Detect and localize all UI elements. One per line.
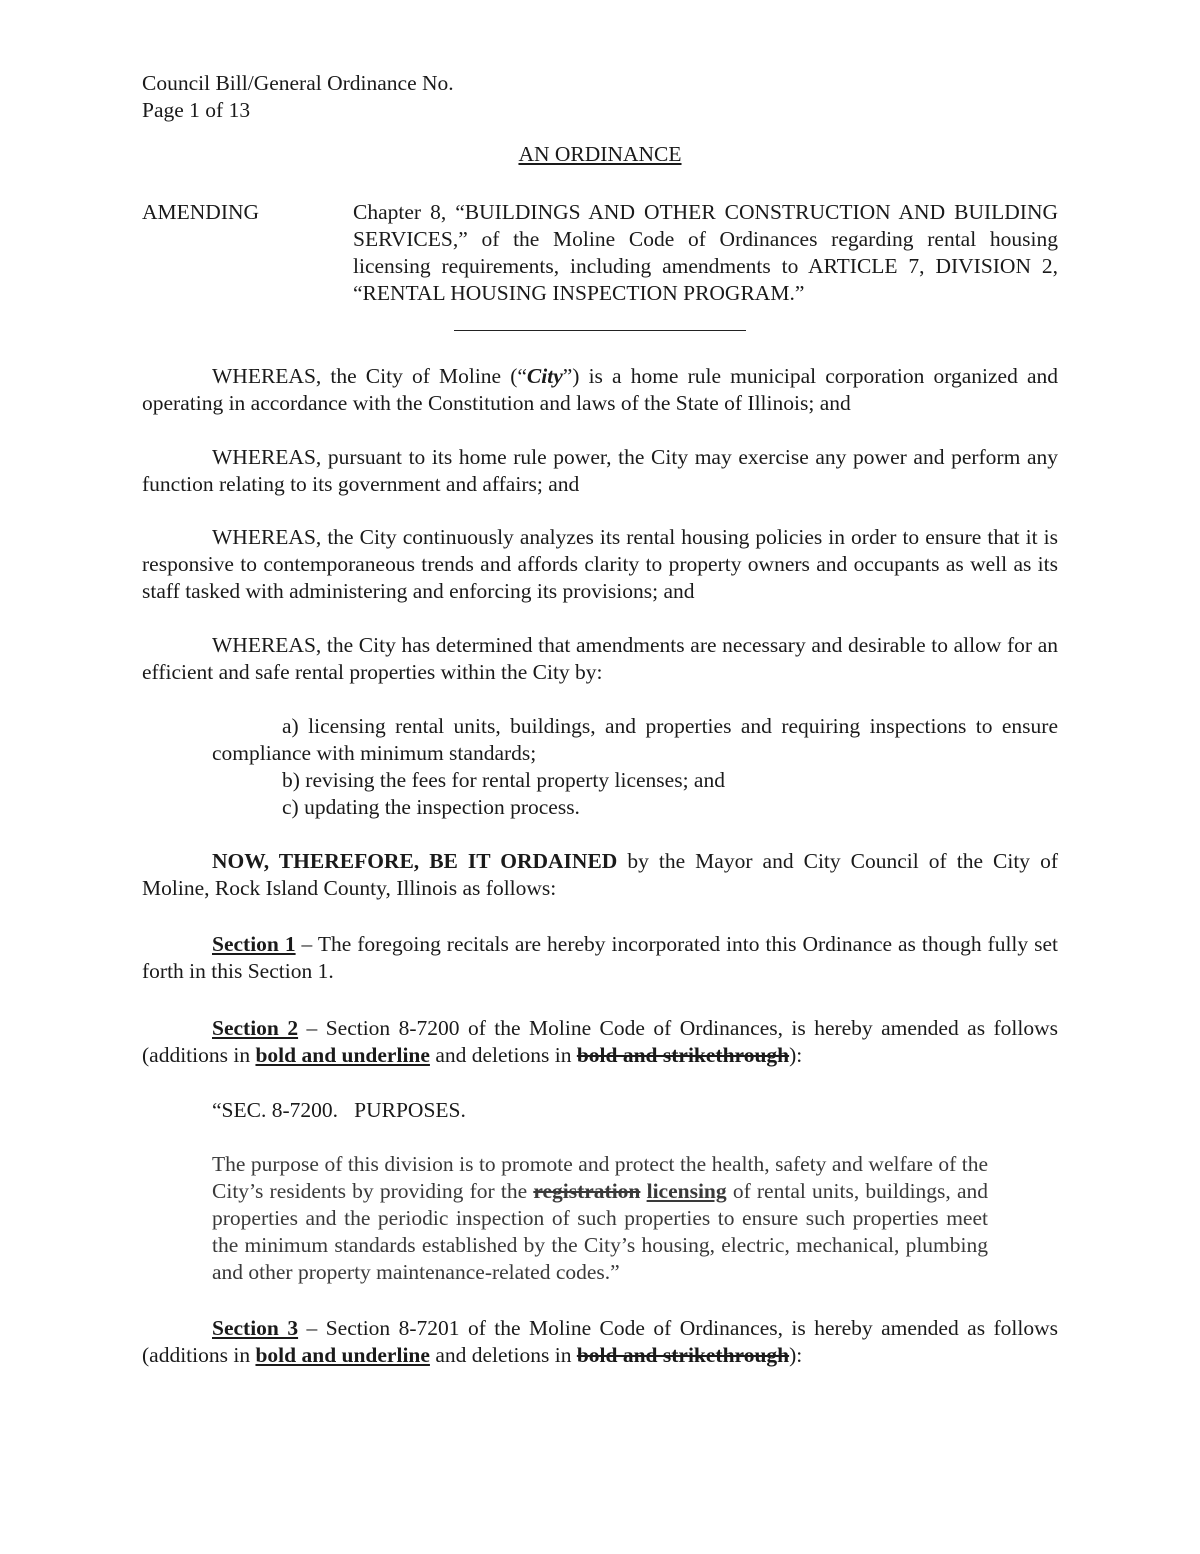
section-3-additions: bold and underline [255,1343,430,1367]
section-3-end: ): [789,1343,803,1367]
whereas-1-pre: WHEREAS, the City of Moline (“ [212,364,527,388]
section-2-end: ): [789,1043,803,1067]
section-3 [142,1315,1058,1369]
ordained-rest: by the Mayor and City Council of the City of Moline, Rock Island County, Illinois as follows: [142,849,1058,900]
document-title: AN ORDINANCE [518,142,682,166]
purpose-post: of rental units, buildings, and properties and the periodic inspection of such properties to ensure such properties meet the minimum standards established by the City’s housing, electric, mechanical, plumbing and other property maintenance-related codes.” [212,1179,989,1284]
section-2-additions: bold and underline [255,1043,430,1067]
section-2-label: Section 2 [212,1016,299,1040]
section-2-text: – Section 8-7200 of the Moline Code of Ordinances, is hereby amended as follows (additions in [142,1016,1058,1067]
section-2-mid: and deletions in [429,1043,577,1067]
whereas-1-city: City [526,364,563,388]
section-1-label: Section 1 [212,932,296,956]
sec-8-7200-heading: “SEC. 8-7200. PURPOSES. [212,1098,466,1122]
header-page-number: Page 1 of 13 [142,98,251,122]
amending-label: AMENDING [142,200,260,224]
header-ordinance-number: Council Bill/General Ordinance No. [142,71,454,95]
purpose-paragraph [212,1151,988,1286]
list-item-b: b) revising the fees for rental property licenses; and [282,768,725,792]
section-2-deletions: bold and strikethrough [576,1043,790,1067]
amending-text: Chapter 8, “BUILDINGS AND OTHER CONSTRUCTION AND BUILDING SERVICES,” of the Moline Code of Ordinances regarding rental housing licensing requirements, including amendments to ARTICLE 7, DIVISION 2, “RENTAL HOUSING INSPECTION PROGRAM.” [353,200,1058,305]
section-3-deletions: bold and strikethrough [576,1343,790,1367]
purpose-added-word: licensing [646,1179,727,1203]
section-1-text: – The foregoing recitals are hereby incorporated into this Ordinance as though fully set forth in this Section 1. [142,932,1058,983]
ordained-bold: NOW, THEREFORE, BE IT ORDAINED [212,849,618,873]
whereas-paragraph-1 [142,363,1058,417]
section-3-mid: and deletions in [429,1343,577,1367]
section-1 [142,931,1058,985]
separator-line [454,330,746,331]
list-item-a: a) licensing rental units, buildings, and properties and requiring inspections to ensure compliance with minimum standards; [212,714,1058,765]
section-3-text: – Section 8-7201 of the Moline Code of Ordinances, is hereby amended as follows (additions in [142,1316,1058,1367]
page-header [142,70,742,124]
purpose-pre: The purpose of this division is to promote and protect the health, safety and welfare of the City’s residents by providing for the [212,1152,988,1203]
whereas-1-post: ”) is a home rule municipal corporation organized and operating in accordance with the Constitution and laws of the State of Illinois; and [142,364,1059,415]
section-2 [142,1015,1058,1069]
whereas-paragraph-4: WHEREAS, the City has determined that amendments are necessary and desirable to allow for an efficient and safe rental properties within the City by: [142,633,1058,684]
whereas-paragraph-3: WHEREAS, the City continuously analyzes its rental housing policies in order to ensure that it is responsive to contemporaneous trends and affords clarity to property owners and occupants as well as its staff tasked with administering and enforcing its provisions; and [142,525,1058,603]
purpose-deleted-word: registration [533,1179,641,1203]
whereas-paragraph-2: WHEREAS, pursuant to its home rule power, the City may exercise any power and perform any function relating to its government and affairs; and [142,445,1058,496]
section-3-label: Section 3 [212,1316,299,1340]
list-item-c: c) updating the inspection process. [282,795,580,819]
ordained-paragraph [142,848,1058,902]
